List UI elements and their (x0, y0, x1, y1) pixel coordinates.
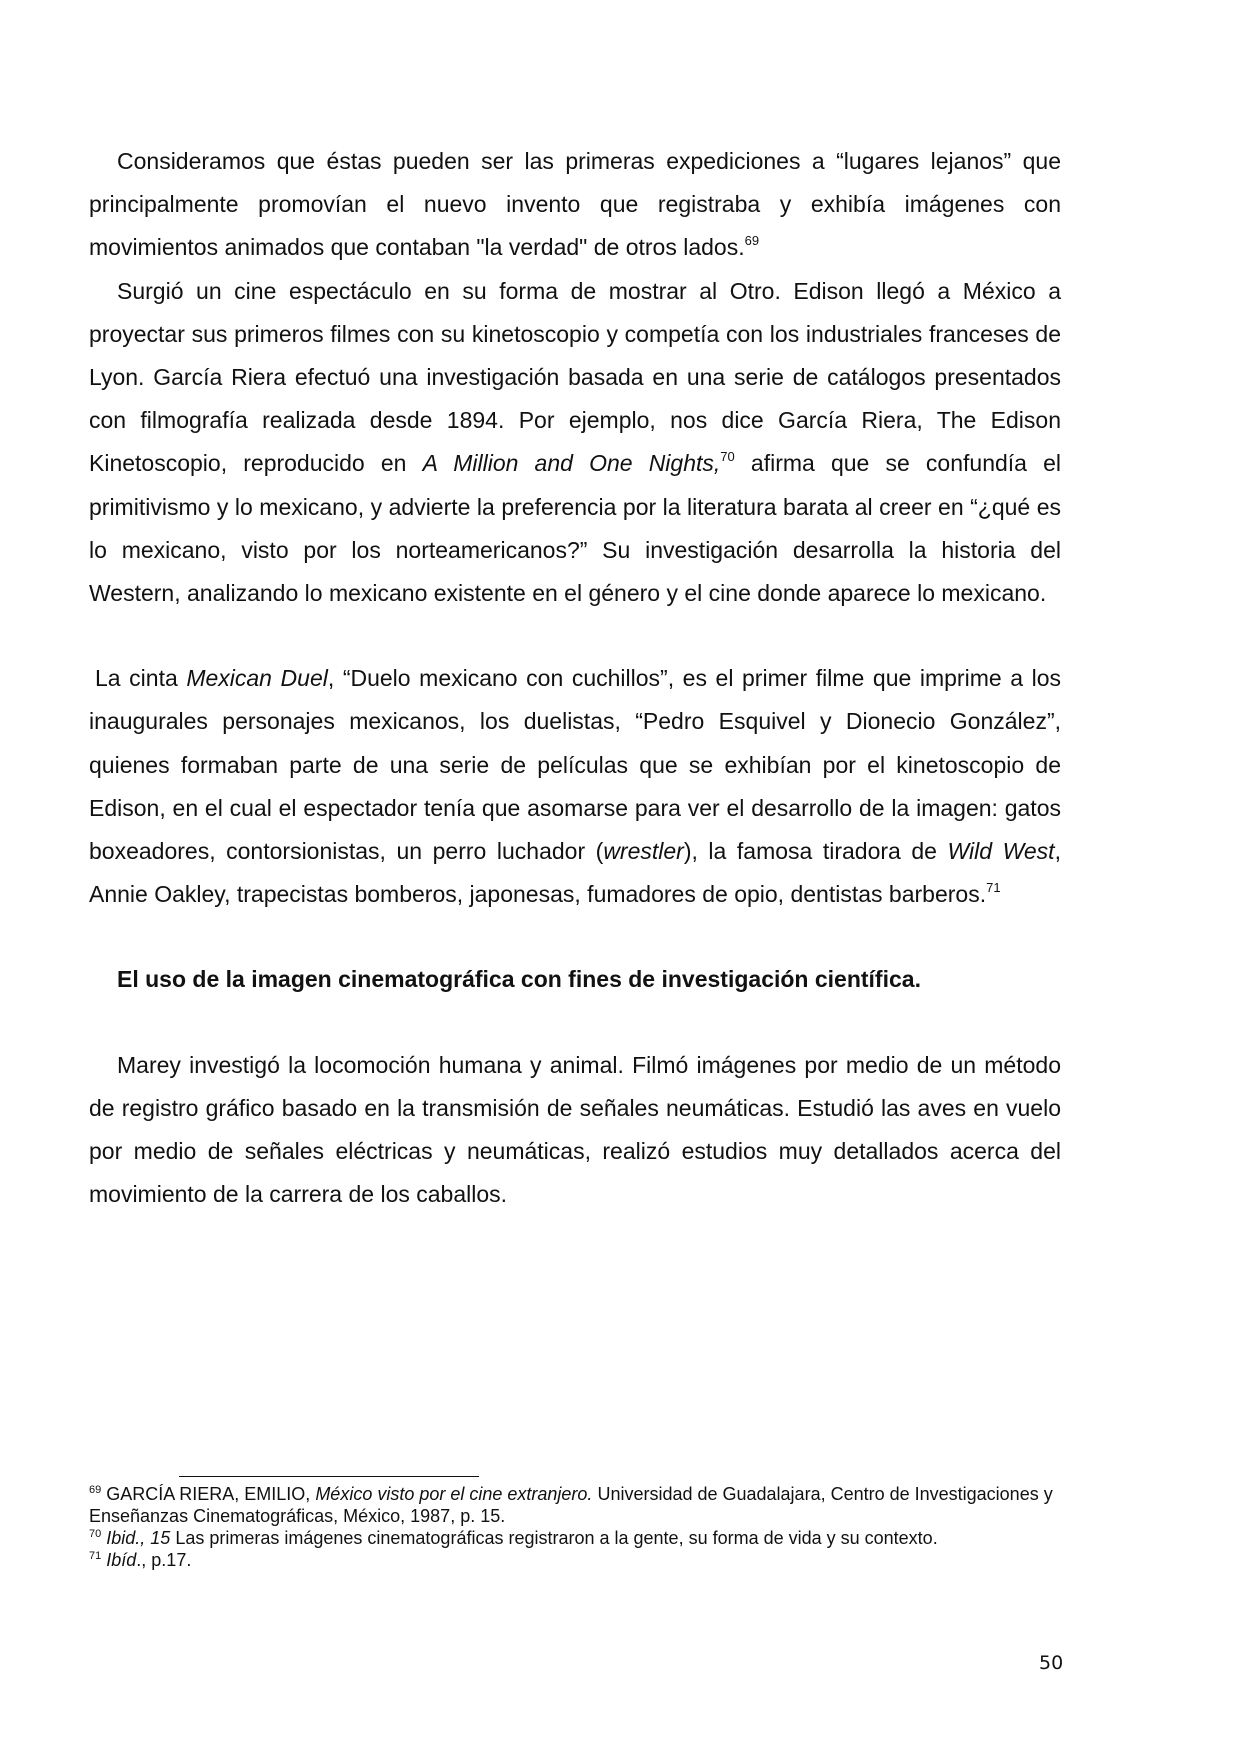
footnote-ref-70: 70 (720, 449, 735, 465)
paragraph-3-text-d: , Annie Oakley, trapecistas bomberos, japonesas, fumadores de opio, dentistas barberos. (89, 838, 1061, 908)
body-text (89, 140, 1061, 1216)
footnote-title: México visto por el cine extranjero. (315, 1484, 593, 1504)
paragraph-2-text-b: afirma que se confundía el primitivismo y lo mexicano, y advierte la preferencia por la literatura barata al creer en “¿qué es lo mexicano, visto por los norteamericanos?” Su investigación desarrolla la historia del Western, analizando lo mexicano existente en el género y el cine donde aparece lo mexicano. (89, 450, 1062, 607)
footnote-text: GARCÍA RIERA, EMILIO, (101, 1484, 316, 1504)
paragraph-3-term: wrestler (603, 838, 684, 865)
footnote-text: Universidad de Guadalajara, Centro de Investigaciones y Enseñanzas Cinematográficas, México, 1987, p. 15. (89, 1484, 1053, 1526)
paragraph-4: Marey investigó la locomoción humana y animal. Filmó imágenes por medio de un método de registro gráfico basado en la transmisión de señales neumáticas. Estudió las aves en vuelo por medio de señales eléctricas y neumáticas, realizó estudios muy detallados acerca del movimiento de la carrera de los caballos. (89, 1051, 1061, 1208)
footnote-title: Ibíd (106, 1550, 137, 1570)
paragraph-1 (89, 140, 1061, 270)
paragraph-1-text: Consideramos que éstas pueden ser las primeras expediciones a “lugares lejanos” que principalmente promovían el nuevo invento que registraba y exhibía imágenes con movimientos animados que contaban "la verdad" de otros lados. (89, 148, 1061, 261)
paragraph-3-text-c: ), la famosa tiradora de (683, 838, 948, 865)
paragraph-3-title-2: Wild West (947, 838, 1055, 865)
footnote-70 (89, 1527, 1061, 1549)
footnote-ref-71: 71 (986, 880, 1001, 896)
footnote-ref-69: 69 (744, 233, 760, 249)
paragraph-3-text-b: , “Duelo mexicano con cuchillos”, es el primer filme que imprime a los inaugurales personajes mexicanos, los duelistas, “Pedro Esquivel y Dionecio González”, quienes formaban parte de una serie de películas que se exhibían por el kinetoscopio de Edison, en el cual el espectador tenía que asomarse para ver el desarrollo de la imagen: gatos boxeadores, contorsionistas, un perro luchador ( (89, 665, 1061, 865)
paragraph-2-text-a: Surgió un cine espectáculo en su forma de mostrar al Otro. Edison llegó a México a proyectar sus primeros filmes con su kinetoscopio y competía con los industriales franceses de Lyon. García Riera efectuó una investigación basada en una serie de catálogos presentados con filmografía realizada desde 1894. Por ejemplo, nos dice García Riera, The Edison Kinetoscopio, reproducido en (89, 277, 1061, 477)
paragraph-3-text-a: La cinta (95, 665, 187, 692)
section-heading: El uso de la imagen cinematográfica con fines de investigación científica. (117, 966, 921, 993)
footnote-number: 70 (89, 1528, 102, 1540)
footnote-divider (179, 1476, 479, 1477)
paragraph-3 (89, 657, 1061, 916)
page-number: 50 (1039, 1652, 1064, 1674)
footnote-text: ., p.17. (136, 1550, 192, 1570)
paragraph-2 (89, 270, 1061, 616)
footnote-number: 71 (89, 1550, 102, 1562)
paragraph-3-film-title: Mexican Duel (186, 665, 328, 692)
footnote-71 (89, 1549, 1061, 1571)
footnotes (89, 1483, 1061, 1571)
footnote-title: Ibid., 15 (106, 1528, 171, 1548)
footnote-69 (89, 1483, 1061, 1527)
paragraph-2-film-title: A Million and One Nights, (422, 450, 721, 477)
footnote-number: 69 (89, 1484, 102, 1496)
footnote-text: Las primeras imágenes cinematográficas registraron a la gente, su forma de vida y su contexto. (170, 1528, 938, 1548)
